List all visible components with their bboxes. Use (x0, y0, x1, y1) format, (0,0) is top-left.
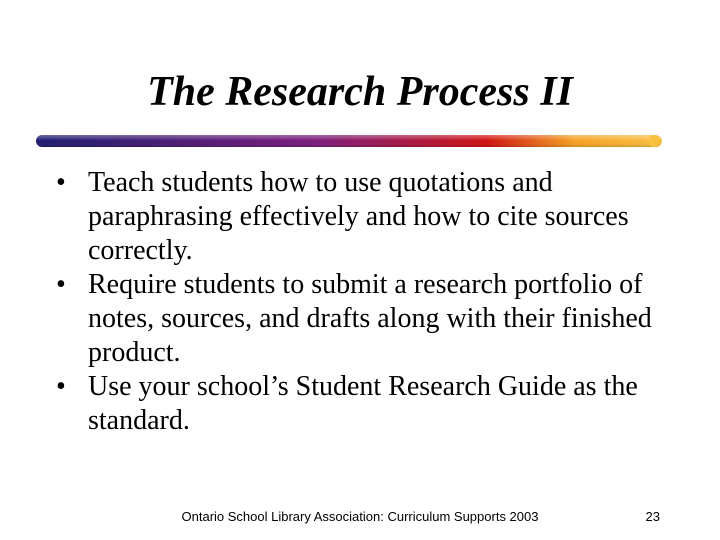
bullet-item (56, 166, 666, 268)
bullet-item (56, 370, 666, 438)
bullet-mark: • (56, 167, 66, 198)
bullet-mark: • (56, 269, 66, 300)
bullet-text: Require students to submit a research portfolio of notes, sources, and drafts along with their finished product. (88, 269, 652, 368)
slide-title: The Research Process II (147, 69, 573, 115)
bullet-item (56, 268, 666, 370)
bullet-list (56, 166, 666, 438)
slide-footer: Ontario School Library Association: Curriculum Supports 2003 (181, 509, 539, 524)
bullet-text: Use your school’s Student Research Guide as the standard. (88, 371, 638, 436)
page-number: 23 (645, 509, 660, 524)
bullet-text: Teach students how to use quotations and paraphrasing effectively and how to cite sources correctly. (88, 167, 629, 266)
title-divider (36, 133, 662, 149)
bullet-mark: • (56, 371, 66, 402)
